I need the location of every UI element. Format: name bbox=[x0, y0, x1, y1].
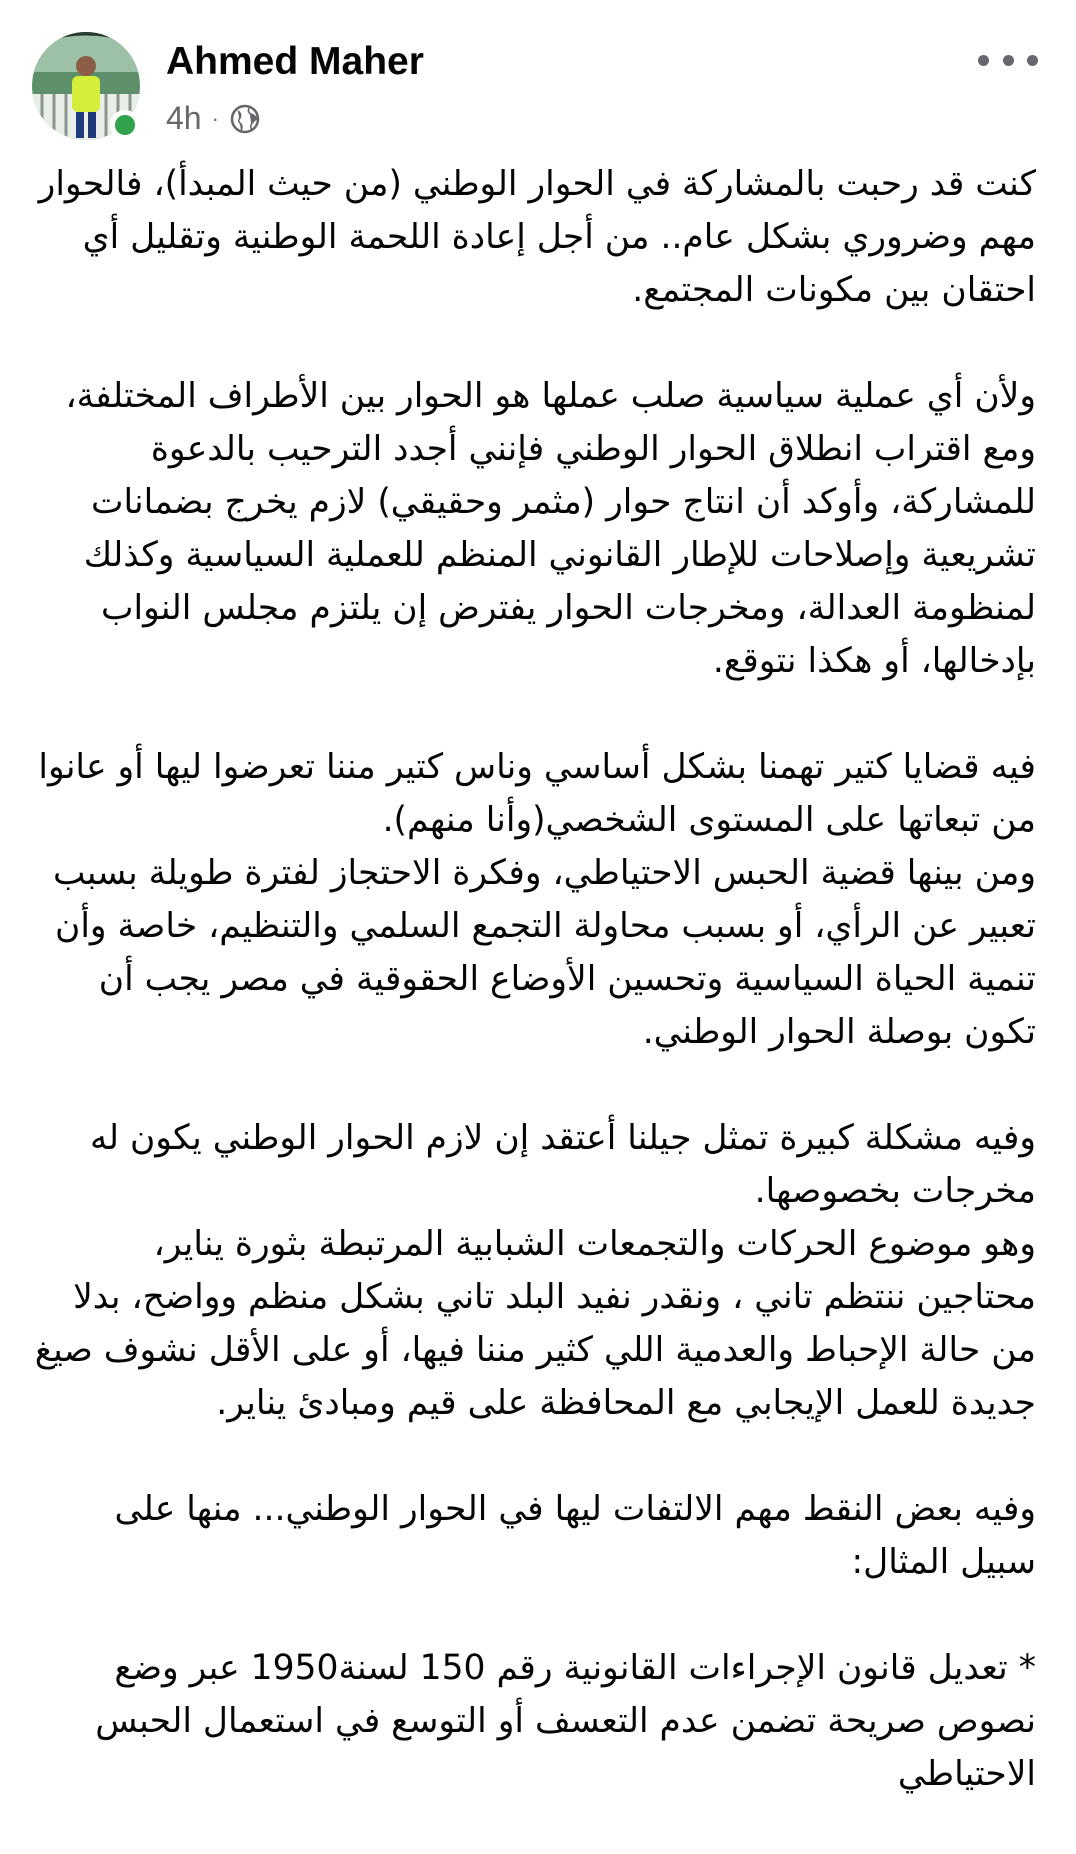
post-timestamp[interactable]: 4h bbox=[166, 100, 202, 136]
post-paragraph: وفيه بعض النقط مهم الالتفات ليها في الحوار الوطني... منها على سبيل المثال: bbox=[114, 1489, 1036, 1582]
post-text bbox=[28, 158, 1040, 1854]
online-status-dot bbox=[110, 110, 140, 140]
post-paragraph: كنت قد رحبت بالمشاركة في الحوار الوطني (من حيث المبدأ)، فالحوار مهم وضروري بشكل عام.. من أجل إعادة اللحمة الوطنية وتقليل أي احتقان بين مكونات المجتمع. bbox=[38, 164, 1036, 310]
post-meta bbox=[166, 100, 261, 137]
post-paragraph: وهو موضوع الحركات والتجمعات الشبابية المرتبطة بثورة يناير، محتاجين ننتظم تاني ، ونقدر نفيد البلد تاني بشكل منظم وواضح، بدلا من حالة الإحباط والعدمية اللي كثير مننا فيها، أو على الأقل نشوف صيغ جديدة للعمل الإيجابي مع المحافظة على قيم ومبادئ يناير. bbox=[34, 1224, 1036, 1423]
more-dot bbox=[1027, 55, 1038, 66]
more-options-icon[interactable] bbox=[978, 40, 1038, 80]
author-name[interactable]: Ahmed Maher bbox=[166, 40, 424, 83]
post-paragraph: وفيه مشكلة كبيرة تمثل جيلنا أعتقد إن لازم الحوار الوطني يكون له مخرجات بخصوصها. bbox=[89, 1118, 1036, 1211]
post-paragraph: * تعديل قانون الإجراءات القانونية رقم 150 لسنة1950 عبر وضع نصوص صريحة تضمن عدم التعسف أو التوسع في استعمال الحبس الاحتياطي bbox=[95, 1648, 1036, 1794]
post-paragraph: فيه قضايا كتير تهمنا بشكل أساسي وناس كتير مننا تعرضوا ليها أو عانوا من تبعاتها على المستوى الشخصي(وأنا منهم). bbox=[38, 747, 1036, 840]
post-paragraph: ومن بينها قضية الحبس الاحتياطي، وفكرة الاحتجاز لفترة طويلة بسبب تعبير عن الرأي، أو بسبب محاولة التجمع السلمي والتنظيم، خاصة وأن تنمية الحياة السياسية وتحسين الأوضاع الحقوقية في مصر يجب أن تكون بوصلة الحوار الوطني. bbox=[53, 853, 1036, 1052]
more-dot bbox=[978, 55, 989, 66]
post-paragraph: ولأن أي عملية سياسية صلب عملها هو الحوار بين الأطراف المختلفة، ومع اقتراب انطلاق الحوار الوطني فإنني أجدد الترحيب بالدعوة للمشاركة، وأوكد أن انتاج حوار (مثمر وحقيقي) لازم يخرج بضمانات تشريعية وإصلاحات للإطار القانوني المنظم للعملية السياسية وكذلك لمنظومة العدالة، ومخرجات الحوار يفترض إن يلتزم مجلس النواب بإدخالها، أو هكذا نتوقع. bbox=[65, 376, 1036, 681]
globe-icon[interactable] bbox=[229, 103, 261, 135]
post-header bbox=[0, 0, 1076, 150]
more-dot bbox=[1003, 55, 1014, 66]
meta-separator: · bbox=[211, 105, 219, 131]
